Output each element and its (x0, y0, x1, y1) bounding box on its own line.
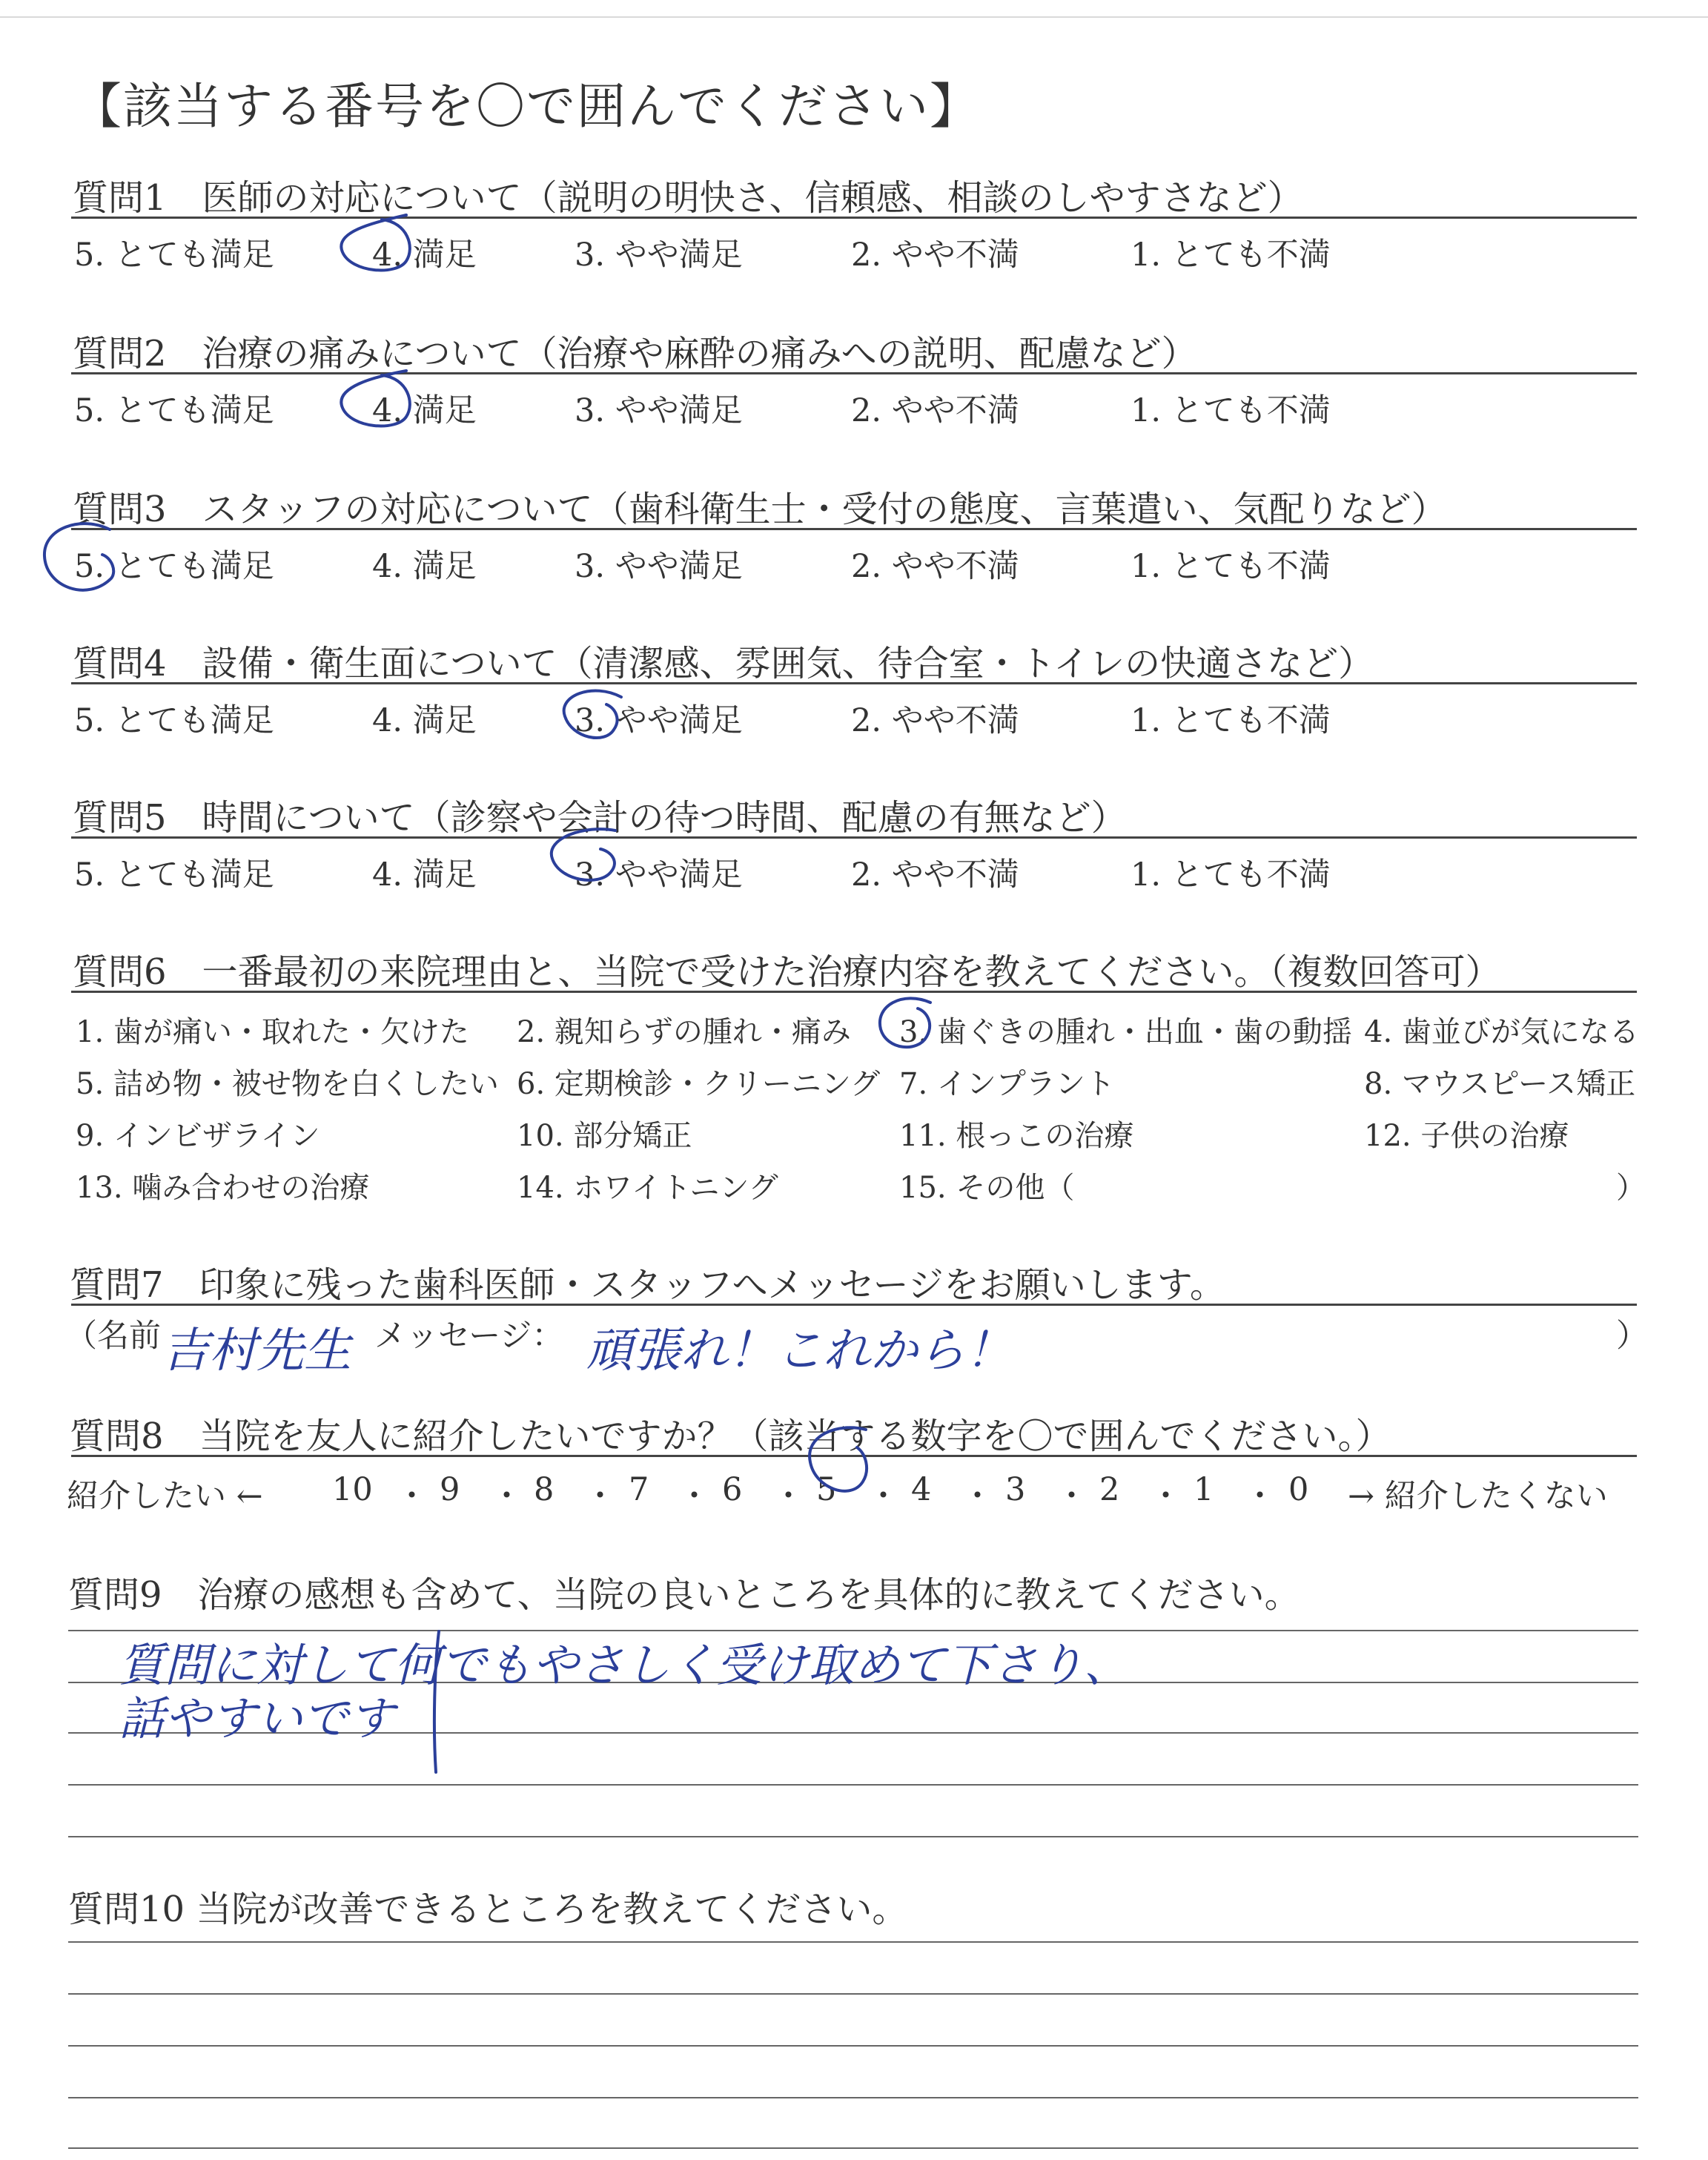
q1-option-4[interactable]: 4. 満足 (372, 237, 477, 274)
q8-right-label: → 紹介したくない (1348, 1478, 1608, 1515)
q8-number-2[interactable]: 2 (1099, 1471, 1120, 1508)
q6-option-7[interactable]: 7. インプラント (899, 1067, 1115, 1101)
q4-option-1[interactable]: 1. とても不満 (1131, 702, 1331, 739)
q1-option-1[interactable]: 1. とても不満 (1131, 237, 1331, 274)
q8-number-3[interactable]: 3 (1005, 1471, 1026, 1508)
q4-title: 質問4 設備・衛生面について（清潔感、雰囲気、待合室・トイレの快適さなど） (73, 643, 1374, 684)
q3-option-3[interactable]: 3. やや満足 (575, 548, 743, 585)
q1-title: 質問1 医師の対応について（説明の明快さ、信頼感、相談のしやすさなど） (73, 177, 1303, 219)
q8-number-6[interactable]: 6 (722, 1471, 743, 1508)
q8-number-0[interactable]: 0 (1288, 1471, 1309, 1508)
q8-number-10[interactable]: 10 (332, 1471, 373, 1508)
q4-answer-circle (564, 691, 621, 739)
q5-title: 質問5 時間について（診察や会計の待つ時間、配慮の有無など） (73, 797, 1127, 839)
q6-option-11[interactable]: 11. 根っこの治療 (899, 1119, 1134, 1153)
q5-option-4[interactable]: 4. 満足 (372, 856, 477, 894)
q9-title: 質問9 治療の感想も含めて、当院の良いところを具体的に教えてください。 (68, 1574, 1300, 1616)
q8-sep: ・ (1056, 1478, 1088, 1515)
q8-sep: ・ (772, 1478, 804, 1515)
q8-number-1[interactable]: 1 (1194, 1471, 1214, 1508)
q6-option-15[interactable]: 15. その他（ (899, 1171, 1075, 1205)
q8-sep: ・ (584, 1478, 616, 1515)
q7-title: 質問7 印象に残った歯科医師・スタッフへメッセージをお願いします。 (70, 1264, 1225, 1306)
q7-name-handwritten[interactable]: 吉村先生 (162, 1324, 351, 1378)
q3-option-5[interactable]: 5. とても満足 (74, 548, 274, 585)
q8-left-label: 紹介したい ← (67, 1478, 263, 1515)
q8-answer-circle (810, 1427, 867, 1491)
q6-option-5[interactable]: 5. 詰め物・被せ物を白くしたい (76, 1067, 499, 1101)
q4-option-4[interactable]: 4. 満足 (372, 702, 477, 739)
q6-option-12[interactable]: 12. 子供の治療 (1364, 1119, 1569, 1153)
q7-close-paren: ） (1616, 1318, 1648, 1355)
q8-sep: ・ (867, 1478, 899, 1515)
q7-message-handwritten[interactable]: 頑張れ！これから！ (586, 1324, 1013, 1378)
q8-sep: ・ (396, 1478, 428, 1515)
q5-option-5[interactable]: 5. とても満足 (74, 856, 274, 894)
q4-option-3[interactable]: 3. やや満足 (575, 702, 743, 739)
q5-option-1[interactable]: 1. とても不満 (1131, 856, 1331, 894)
q1-option-3[interactable]: 3. やや満足 (575, 237, 743, 274)
q6-option-9[interactable]: 9. インビザライン (76, 1119, 320, 1153)
q3-title: 質問3 スタッフの対応について（歯科衛生士・受付の態度、言葉遣い、気配りなど） (73, 489, 1447, 530)
q7-message-label: メッセージ： (374, 1318, 564, 1355)
q6-option-13[interactable]: 13. 噛み合わせの治療 (76, 1171, 370, 1205)
q2-option-3[interactable]: 3. やや満足 (575, 392, 743, 429)
q6-option-3[interactable]: 3. 歯ぐきの腫れ・出血・歯の動揺 (899, 1015, 1352, 1049)
q6-option-8[interactable]: 8. マウスピース矯正 (1364, 1067, 1636, 1101)
q3-option-4[interactable]: 4. 満足 (372, 548, 477, 585)
q6-option-14[interactable]: 14. ホワイトニング (517, 1171, 778, 1205)
q6-option-1[interactable]: 1. 歯が痛い・取れた・欠けた (76, 1015, 469, 1049)
q5-answer-circle (552, 829, 615, 880)
q9-pen-stroke (434, 1631, 439, 1772)
q2-title: 質問2 治療の痛みについて（治療や麻酔の痛みへの説明、配慮など） (73, 333, 1197, 374)
q8-sep: ・ (1244, 1478, 1276, 1515)
q9-handwritten-line-2[interactable]: 話やすいです (119, 1691, 395, 1745)
q2-option-1[interactable]: 1. とても不満 (1131, 392, 1331, 429)
q1-answer-circle (341, 215, 410, 271)
q3-option-1[interactable]: 1. とても不満 (1131, 548, 1331, 585)
q1-option-5[interactable]: 5. とても満足 (74, 237, 274, 274)
q6-option-10[interactable]: 10. 部分矯正 (517, 1119, 692, 1153)
q5-option-2[interactable]: 2. やや不満 (851, 856, 1019, 894)
q6-option-3-circle (880, 998, 930, 1047)
q9-handwritten-line-1[interactable]: 質問に対して何でもやさしく受け取めて下さり、 (119, 1638, 1131, 1692)
q8-sep: ・ (678, 1478, 710, 1515)
q6-option-4[interactable]: 4. 歯並びが気になる (1364, 1015, 1639, 1049)
q4-option-5[interactable]: 5. とても満足 (74, 702, 274, 739)
q8-sep: ・ (491, 1478, 523, 1515)
q8-title: 質問8 当院を友人に紹介したいですか？（該当する数字を〇で囲んでください。） (70, 1416, 1391, 1457)
q8-number-8[interactable]: 8 (534, 1471, 555, 1508)
q3-option-2[interactable]: 2. やや不満 (851, 548, 1019, 585)
q8-number-4[interactable]: 4 (911, 1471, 932, 1508)
q6-title: 質問6 一番最初の来院理由と、当院で受けた治療内容を教えてください。（複数回答可） (73, 951, 1501, 993)
q10-title: 質問10 当院が改善できるところを教えてください。 (68, 1889, 908, 1930)
q8-number-9[interactable]: 9 (440, 1471, 460, 1508)
q8-number-5[interactable]: 5 (816, 1471, 837, 1508)
q8-number-7[interactable]: 7 (629, 1471, 649, 1508)
q6-option-2[interactable]: 2. 親知らずの腫れ・痛み (517, 1015, 851, 1049)
q2-option-2[interactable]: 2. やや不満 (851, 392, 1019, 429)
q2-option-4[interactable]: 4. 満足 (372, 392, 477, 429)
q6-option-6[interactable]: 6. 定期検診・クリーニング (517, 1067, 881, 1101)
q7-name-label: （名前 (65, 1318, 161, 1355)
q8-sep: ・ (1150, 1478, 1182, 1515)
form-header: 【該当する番号を〇で囲んでください】 (73, 78, 980, 135)
q6-other-close-paren: ） (1616, 1171, 1646, 1205)
q1-option-2[interactable]: 2. やや不満 (851, 237, 1019, 274)
q4-option-2[interactable]: 2. やや不満 (851, 702, 1019, 739)
q5-option-3[interactable]: 3. やや満足 (575, 856, 743, 894)
q3-answer-circle (44, 524, 113, 590)
q2-answer-circle (341, 371, 410, 426)
q8-sep: ・ (961, 1478, 993, 1515)
q2-option-5[interactable]: 5. とても満足 (74, 392, 274, 429)
